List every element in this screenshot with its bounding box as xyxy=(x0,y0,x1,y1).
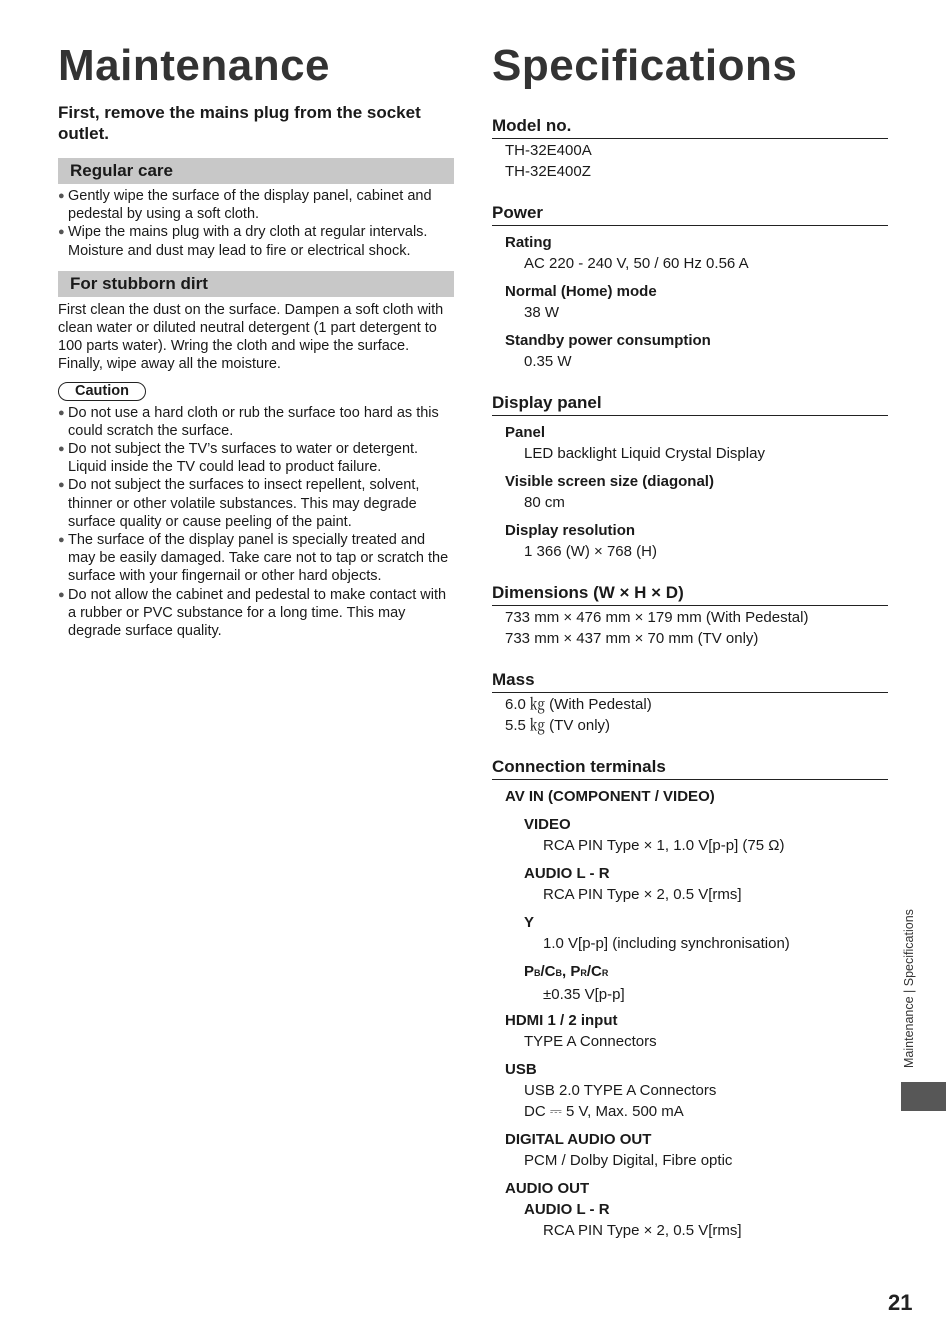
normal-mode-label: Normal (Home) mode xyxy=(505,283,657,300)
panel-label: Panel xyxy=(505,424,546,441)
audio-lr-label: AUDIO L - R xyxy=(524,865,610,882)
maintenance-section xyxy=(58,40,454,640)
page-number: 21 xyxy=(888,1290,913,1315)
stubborn-dirt-text: First clean the dust on the surface. Dampen a soft cloth with clean water or diluted neutral detergent (1 part detergent to 100 parts water). Wring the cloth and wipe the surface. Finally, wipe away all the moisture. xyxy=(58,301,444,373)
dimensions-heading: Dimensions (W × H × D) xyxy=(492,583,888,606)
specifications-title: Specifications xyxy=(492,41,798,90)
rating-value: AC 220 - 240 V, 50 / 60 Hz 0.56 A xyxy=(524,255,749,272)
resolution-value: 1 366 (W) × 768 (H) xyxy=(524,543,657,560)
section-marker xyxy=(901,1082,946,1111)
audio-out-sub-label: AUDIO L - R xyxy=(524,1201,610,1218)
bullet-icon: ● xyxy=(58,406,65,419)
specifications-section xyxy=(492,40,888,1241)
screen-size-label: Visible screen size (diagonal) xyxy=(505,473,714,490)
list-item: ● Do not use a hard cloth or rub the surface too hard as this could scratch the surface. xyxy=(58,404,439,439)
bullet-icon: ● xyxy=(58,534,65,547)
pb-pr-value: ±0.35 V[p-p] xyxy=(543,986,625,1003)
av-in-label: AV IN (COMPONENT / VIDEO) xyxy=(505,788,715,805)
hdmi-value: TYPE A Connectors xyxy=(524,1033,657,1050)
model-line: TH-32E400Z xyxy=(505,163,591,180)
dimensions-line: 733 mm × 437 mm × 70 mm (TV only) xyxy=(505,630,759,647)
resolution-label: Display resolution xyxy=(505,522,636,539)
bullet-icon: ● xyxy=(58,226,65,239)
digital-audio-label: DIGITAL AUDIO OUT xyxy=(505,1131,652,1148)
usb-power-value: DC ⎓ 5 V, Max. 500 mA xyxy=(524,1103,684,1120)
bullet-icon: ● xyxy=(58,479,65,492)
dimensions-line: 733 mm × 476 mm × 179 mm (With Pedestal) xyxy=(505,609,809,626)
side-tab-label: Maintenance | Specifications xyxy=(902,909,916,1068)
maintenance-intro: First, remove the mains plug from the socket outlet. xyxy=(58,103,421,143)
audio-out-label: AUDIO OUT xyxy=(505,1180,590,1197)
maintenance-title: Maintenance xyxy=(58,41,331,90)
display-heading: Display panel xyxy=(492,393,888,416)
usb-value: USB 2.0 TYPE A Connectors xyxy=(524,1082,717,1099)
audio-out-value: RCA PIN Type × 2, 0.5 V[rms] xyxy=(543,1222,742,1239)
list-item: ● The surface of the display panel is specially treated and may be easily damaged. Take care not to tap or scratch the surface with your fingernail or other hard objects. xyxy=(58,532,449,585)
digital-audio-value: PCM / Dolby Digital, Fibre optic xyxy=(524,1152,733,1169)
y-value: 1.0 V[p-p] (including synchronisation) xyxy=(543,935,790,952)
standby-label: Standby power consumption xyxy=(505,332,711,349)
terminals-heading: Connection terminals xyxy=(492,757,888,780)
screen-size-value: 80 cm xyxy=(524,494,565,511)
model-line: TH-32E400A xyxy=(505,142,592,159)
list-item: ● Do not subject the TV’s surfaces to water or detergent. Liquid inside the TV could lead to product failure. xyxy=(58,441,419,476)
list-item: ● Do not allow the cabinet and pedestal to make contact with a rubber or PVC substance for a long time. This may degrade surface quality. xyxy=(58,586,447,640)
side-section-tab xyxy=(900,878,920,1068)
list-item: ● Do not subject the surfaces to insect repellent, solvent, thinner or other volatile substances. This may degrade surface quality or cause peeling of the paint. xyxy=(58,477,420,530)
caution-list xyxy=(58,404,454,641)
bullet-icon: ● xyxy=(58,443,65,456)
normal-mode-value: 38 W xyxy=(524,304,560,321)
list-item: ● Wipe the mains plug with a dry cloth at regular intervals. Moisture and dust may lead to fire or electrical shock. xyxy=(58,224,428,259)
standby-value: 0.35 W xyxy=(524,353,572,370)
mass-line: 5.5 ㎏ (TV only) xyxy=(505,717,611,734)
bullet-icon: ● xyxy=(58,588,65,601)
rating-label: Rating xyxy=(505,234,552,251)
audio-lr-value: RCA PIN Type × 2, 0.5 V[rms] xyxy=(543,886,742,903)
panel-value: LED backlight Liquid Crystal Display xyxy=(524,445,765,462)
stubborn-dirt-heading: For stubborn dirt xyxy=(58,271,454,297)
video-label: VIDEO xyxy=(524,816,571,833)
caution-label: Caution xyxy=(58,382,146,401)
y-label: Y xyxy=(524,914,535,931)
mass-line: 6.0 ㎏ (With Pedestal) xyxy=(505,696,652,713)
regular-care-list xyxy=(58,187,454,260)
model-heading: Model no. xyxy=(492,116,888,139)
regular-care-heading: Regular care xyxy=(58,158,454,184)
power-heading: Power xyxy=(492,203,888,226)
list-item: ● Gently wipe the surface of the display panel, cabinet and pedestal by using a soft cloth. xyxy=(58,188,432,223)
usb-label: USB xyxy=(505,1061,537,1078)
video-value: RCA PIN Type × 1, 1.0 V[p-p] (75 Ω) xyxy=(543,837,785,854)
mass-heading: Mass xyxy=(492,670,888,693)
hdmi-label: HDMI 1 / 2 input xyxy=(505,1012,618,1029)
pb-pr-label: PB/CB, PR/CR xyxy=(524,963,609,980)
bullet-icon: ● xyxy=(58,190,65,202)
